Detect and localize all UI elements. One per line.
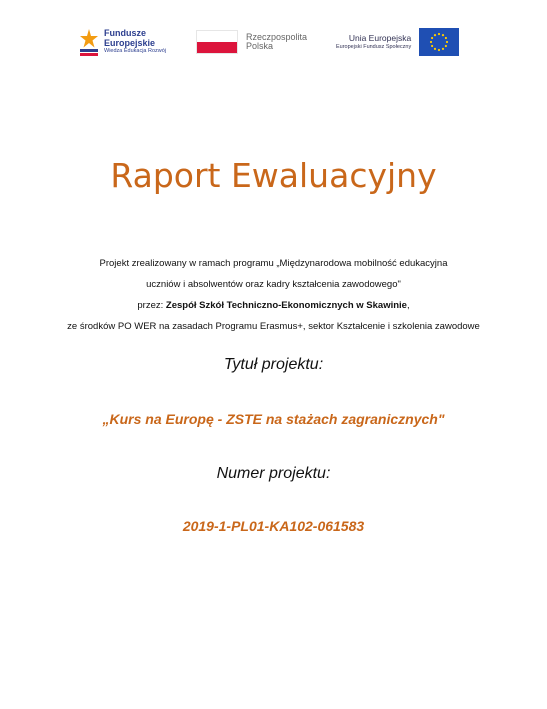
rp-name-line1: Rzeczpospolita [246, 31, 308, 42]
project-intro [0, 253, 547, 337]
project-number-label: Numer projektu: [216, 465, 331, 482]
intro-line-4: ze środków PO WER na zasadach Programu Erasmus+, sektor Kształcenie i szkolenia zawodowe [67, 321, 480, 332]
eu-flag-icon [419, 28, 459, 56]
project-title-label: Tytuł projektu: [223, 356, 324, 373]
intro-line-2: uczniów i absolwentów oraz kadry kształcenia zawodowego" [146, 279, 401, 290]
logo-bar [0, 24, 547, 64]
school-name: Zespół Szkół Techniczno-Ekonomicznych w Skawinie [165, 300, 407, 311]
polish-flag-icon [196, 30, 238, 54]
project-number: 2019-1-PL01-KA102-061583 [182, 518, 365, 534]
fe-name-line2: Europejskie [104, 37, 156, 48]
rzeczpospolita-polska-logo [196, 24, 307, 60]
fundusze-europejskie-star-icon [78, 27, 100, 57]
intro-line-3-suffix: , [406, 300, 410, 311]
ue-name: Unia Europejska [348, 32, 412, 43]
ue-fund-name: Europejski Fundusz Społeczny [336, 43, 412, 50]
intro-line-3-prefix: przez: [137, 300, 166, 311]
fundusze-europejskie-logo [78, 24, 166, 60]
intro-line-1: Projekt zrealizowany w ramach programu „Międzynarodowa mobilność edukacyjna [99, 258, 448, 269]
intro-line-3 [0, 295, 547, 316]
rp-name-line2: Polska [246, 41, 274, 51]
report-title: Raport Ewaluacyjny [110, 156, 437, 195]
unia-europejska-logo [336, 24, 459, 60]
project-title: „Kurs na Europę - ZSTE na stażach zagranicznych" [102, 411, 445, 427]
fe-name-line1: Fundusze [104, 28, 146, 39]
fe-tagline: Wiedza Edukacja Rozwój [104, 48, 167, 55]
